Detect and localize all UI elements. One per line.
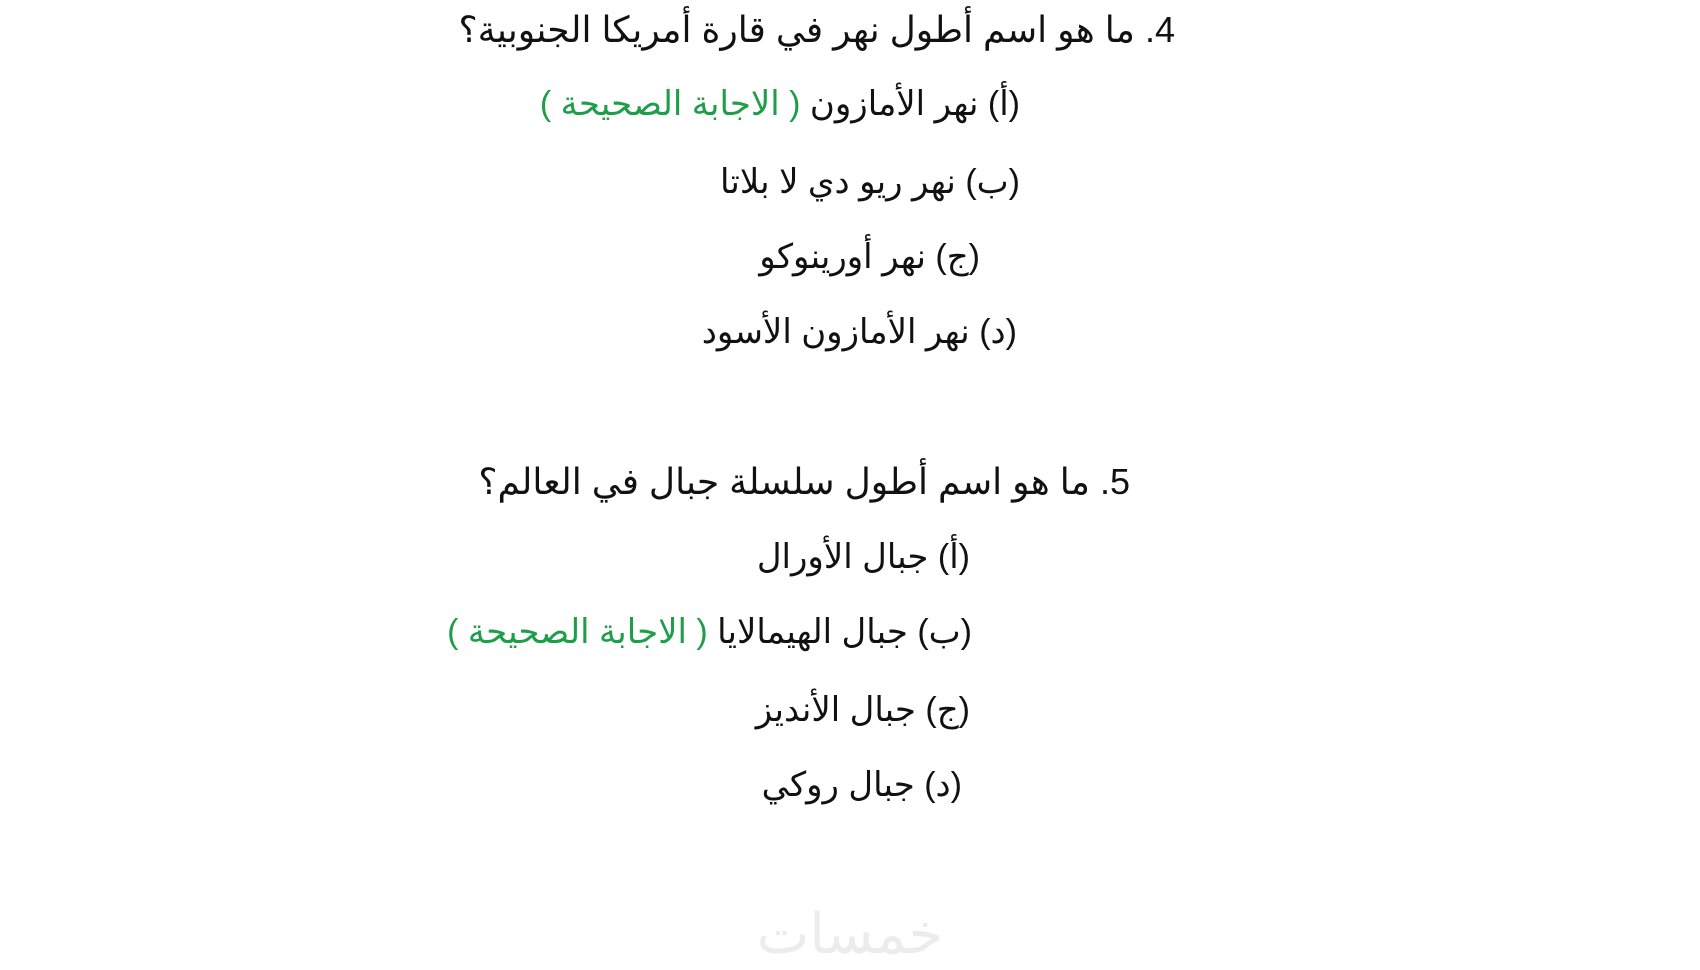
question-4-option-d [702,310,1017,354]
question-5-option-a [757,535,970,579]
watermark-logo: خمسات [756,902,944,967]
option-text: (ج) نهر أورينوكو [759,238,980,276]
option-text: (ج) جبال الأنديز [755,691,970,729]
correct-answer-tag: ( الاجابة الصحيحة ) [447,613,708,651]
question-5-option-c [756,688,970,732]
option-text: (أ) جبال الأورال [756,538,970,576]
option-text: (د) جبال روكي [761,766,962,804]
option-text: (ب) جبال الهيمالايا [717,613,972,651]
question-4-text: 4. ما هو اسم أطول نهر في قارة أمريكا الجنوبية؟ [458,9,1175,50]
correct-answer-tag: ( الاجابة الصحيحة ) [539,85,801,123]
question-5-option-d [762,763,962,807]
option-text: (د) نهر الأمازون الأسود [701,313,1017,351]
option-text: (أ) نهر الأمازون [809,85,1020,123]
question-5-option-b [447,610,972,654]
question-5-text: 5. ما هو اسم أطول سلسلة جبال في العالم؟ [478,461,1130,502]
question-4-option-a [540,82,1020,126]
question-4-option-c [759,235,980,279]
question-4-option-b [720,160,1020,204]
option-text: (ب) نهر ريو دي لا بلاتا [720,163,1020,201]
